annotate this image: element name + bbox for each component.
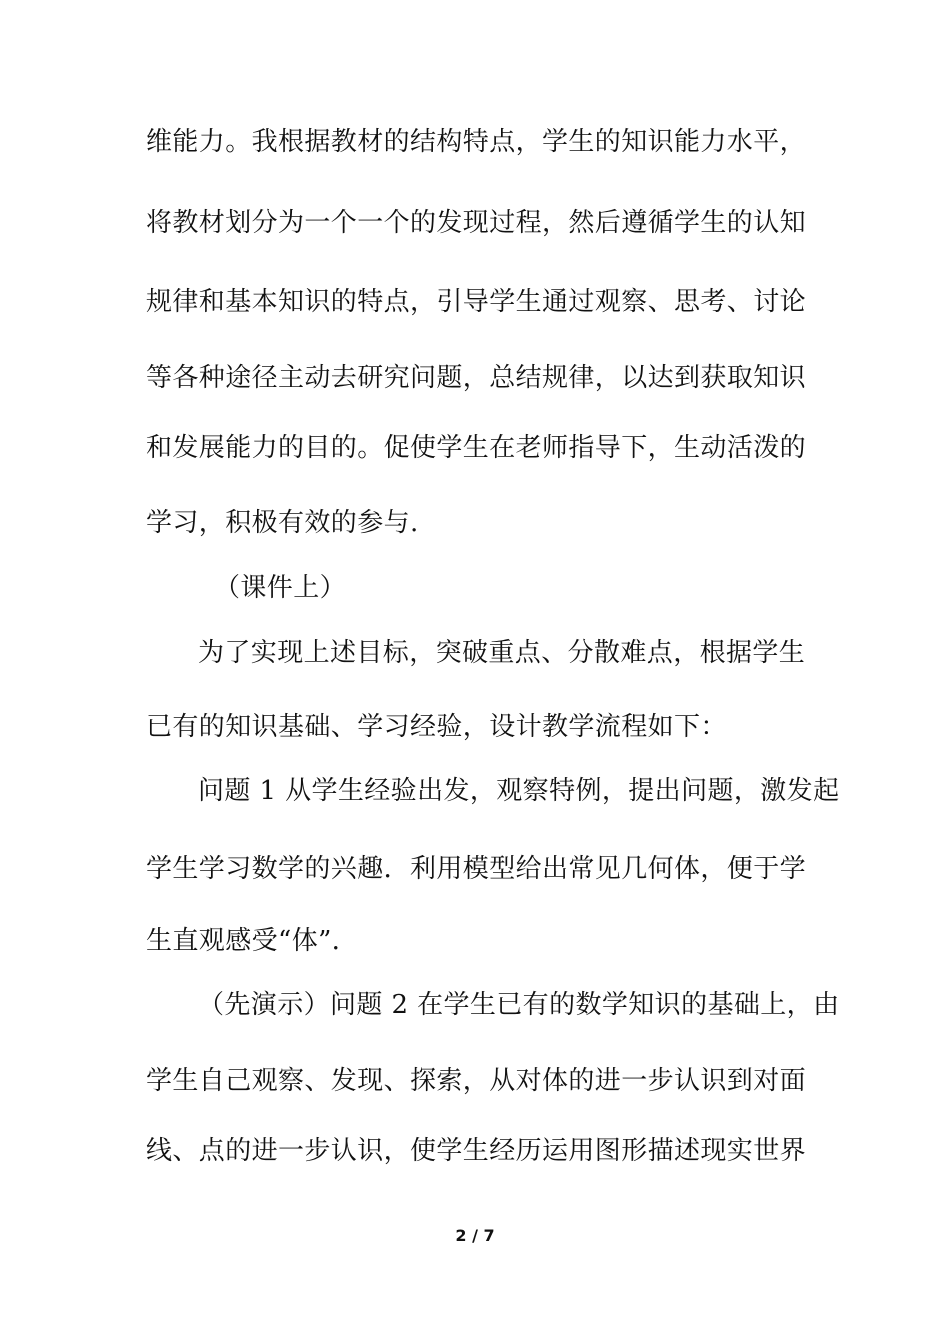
text-line-5: 和发展能力的目的。促使学生在老师指导下，生动活泼的: [146, 433, 807, 463]
text-line-1: 维能力。我根据教材的结构特点，学生的知识能力水平，: [146, 127, 807, 157]
text-line-12: 生直观感受“体”．: [146, 926, 359, 956]
page-number: 2 / 7: [455, 1226, 495, 1245]
text-line-4: 等各种途径主动去研究问题，总结规律，以达到获取知识: [146, 363, 807, 393]
text-line-15: 线、点的进一步认识，使学生经历运用图形描述现实世界: [146, 1136, 807, 1166]
text-line-6: 学习，积极有效的参与.: [146, 508, 419, 538]
text-line-7: （课件上）: [214, 573, 347, 603]
text-line-3: 规律和基本知识的特点，引导学生通过观察、思考、讨论: [146, 287, 807, 317]
text-line-9: 已有的知识基础、学习经验，设计教学流程如下：: [146, 712, 727, 742]
text-line-13: （先演示）问题 2 在学生已有的数学知识的基础上，由: [198, 990, 840, 1020]
text-line-2: 将教材划分为一个一个的发现过程，然后遵循学生的认知: [146, 208, 807, 238]
text-line-10: 问题 1 从学生经验出发，观察特例，提出问题，激发起: [198, 776, 840, 806]
text-line-14: 学生自己观察、发现、探索，从对体的进一步认识到对面: [146, 1066, 807, 1096]
text-line-8: 为了实现上述目标，突破重点、分散难点，根据学生: [198, 638, 806, 668]
text-line-11: 学生学习数学的兴趣．利用模型给出常见几何体，便于学: [146, 854, 807, 884]
